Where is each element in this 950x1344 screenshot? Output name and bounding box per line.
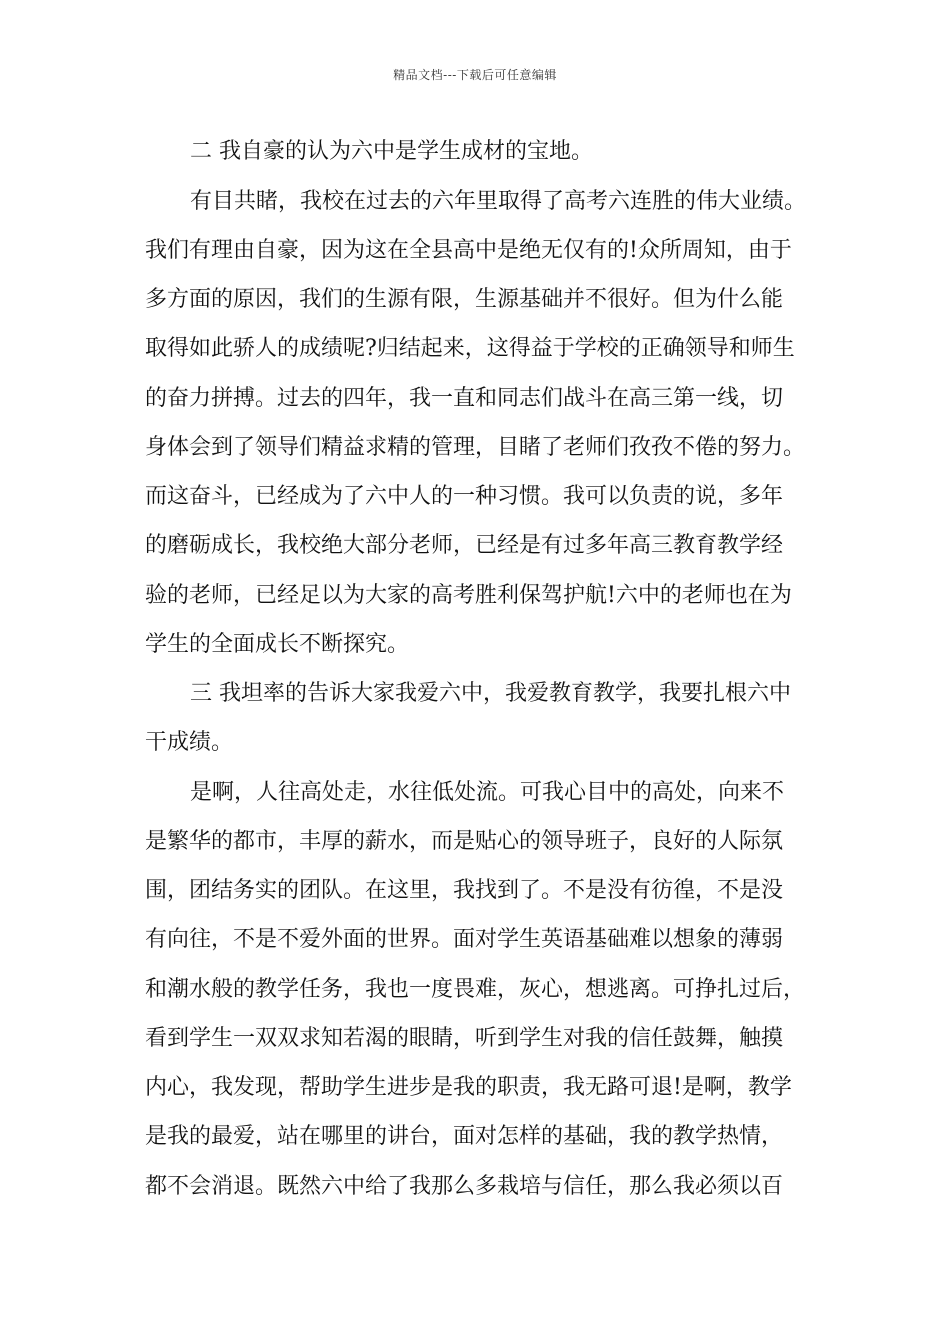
paragraph-line: 内心，我发现，帮助学生进步是我的职责，我无路可退!是啊，教学 (145, 1075, 792, 1100)
paragraph-line: 学生的全面成长不断探究。 (145, 632, 410, 657)
paragraph-line: 看到学生一双双求知若渴的眼睛，听到学生对我的信任鼓舞，触摸 (145, 1026, 784, 1051)
paragraph-line: 多方面的原因，我们的生源有限，生源基础并不很好。但为什么能 (145, 287, 784, 312)
paragraph-line: 有向往，不是不爱外面的世界。面对学生英语基础难以想象的薄弱 (145, 927, 784, 952)
paragraph-line: 验的老师，已经足以为大家的高考胜利保驾护航!六中的老师也在为 (145, 583, 792, 608)
paragraph-line: 取得如此骄人的成绩呢?归结起来，这得益于学校的正确领导和师生 (145, 336, 795, 361)
paragraph-line: 而这奋斗，已经成为了六中人的一种习惯。我可以负责的说，多年 (145, 484, 784, 509)
paragraph-line: 是啊，人往高处走，水往低处流。可我心目中的高处，向来不 (190, 780, 785, 805)
paragraph-line: 有目共睹，我校在过去的六年里取得了高考六连胜的伟大业绩。 (190, 189, 807, 214)
paragraph-line: 围，团结务实的团队。在这里，我找到了。不是没有彷徨，不是没 (145, 878, 784, 903)
paragraph-line: 是繁华的都市，丰厚的薪水，而是贴心的领导班子，良好的人际氛 (145, 829, 784, 854)
section-heading-2: 二 我自豪的认为六中是学生成材的宝地。 (190, 139, 593, 164)
paragraph-line: 我们有理由自豪，因为这在全县高中是绝无仅有的!众所周知，由于 (145, 238, 792, 263)
paragraph-line: 和潮水般的教学任务，我也一度畏难，灰心，想逃离。可挣扎过后， (145, 977, 806, 1002)
paragraph-line: 干成绩。 (145, 730, 234, 755)
paragraph-line: 是我的最爱，站在哪里的讲台，面对怎样的基础，我的教学热情， (145, 1124, 784, 1149)
paragraph-line: 的奋力拼搏。过去的四年，我一直和同志们战斗在高三第一线，切 (145, 386, 784, 411)
paragraph-line: 的磨砺成长，我校绝大部分老师，已经是有过多年高三教育教学经 (145, 533, 784, 558)
section-heading-3: 三 我坦率的告诉大家我爱六中，我爱教育教学，我要扎根六中 (190, 681, 791, 706)
page-header: 精品文档---下载后可任意编辑 (393, 68, 557, 82)
paragraph-line: 身体会到了领导们精益求精的管理，目睹了老师们孜孜不倦的努力。 (145, 435, 806, 460)
paragraph-line: 都不会消退。既然六中给了我那么多栽培与信任，那么我必须以百 (145, 1174, 784, 1199)
